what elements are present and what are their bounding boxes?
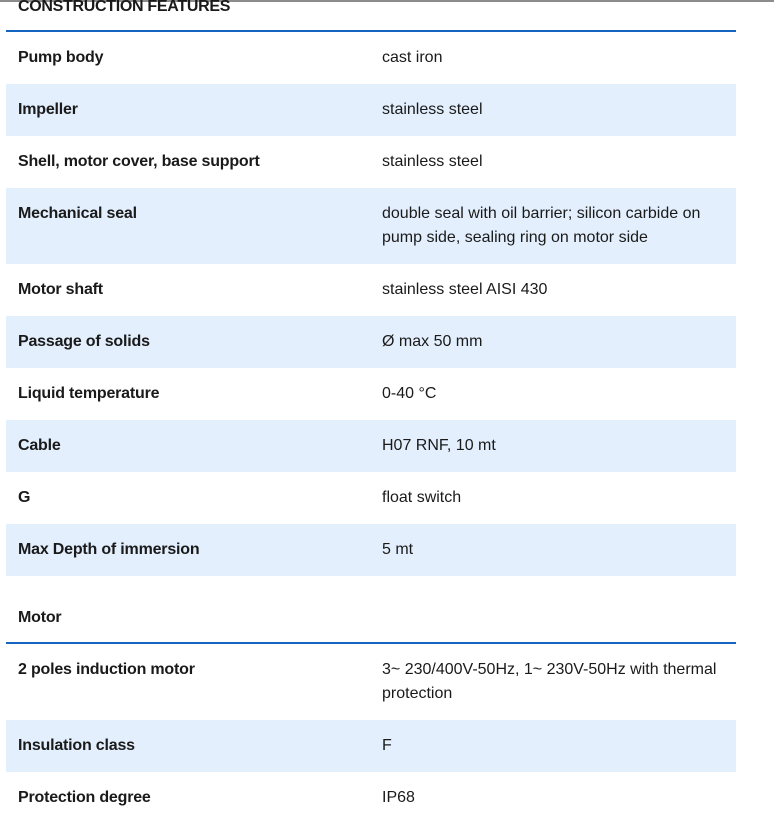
row-value: 5 mt: [382, 541, 414, 558]
spec-tables: [6, 0, 736, 824]
table-row: [6, 524, 736, 576]
table-row: [6, 368, 736, 420]
row-value: stainless steel: [382, 101, 483, 118]
construction-title: CONSTRUCTION FEATURES: [18, 0, 231, 15]
table-row: [6, 32, 736, 84]
row-value: F: [382, 737, 392, 754]
row-value: float switch: [382, 489, 462, 506]
row-value: stainless steel: [382, 153, 483, 170]
table-row: [6, 264, 736, 316]
row-label: Protection degree: [18, 789, 151, 806]
table-row: [6, 316, 736, 368]
table-row: [6, 772, 736, 824]
row-label: Mechanical seal: [18, 205, 137, 222]
row-label: Insulation class: [18, 737, 135, 754]
row-value: 0-40 °C: [382, 385, 437, 402]
row-label: Impeller: [18, 101, 78, 118]
row-label: Cable: [18, 437, 61, 454]
table-row: [6, 420, 736, 472]
table-row: [6, 720, 736, 772]
row-label: Pump body: [18, 49, 104, 66]
motor-table: [6, 644, 736, 824]
section-spacer: [6, 576, 736, 592]
row-label: 2 poles induction motor: [18, 661, 195, 678]
row-value: IP68: [382, 789, 415, 806]
row-label: Motor shaft: [18, 281, 103, 298]
row-label: G: [18, 489, 31, 506]
table-row: [6, 84, 736, 136]
row-value: 3~ 230/400V-50Hz, 1~ 230V-50Hz with thermal protection: [382, 661, 717, 702]
table-row: [6, 644, 736, 720]
row-label: Shell, motor cover, base support: [18, 153, 260, 170]
row-value: double seal with oil barrier; silicon carbide on pump side, sealing ring on motor side: [382, 205, 701, 246]
row-value: stainless steel AISI 430: [382, 281, 548, 298]
row-value: H07 RNF, 10 mt: [382, 437, 496, 454]
table-row: [6, 188, 736, 264]
row-value: Ø max 50 mm: [382, 333, 483, 350]
construction-table: [6, 32, 736, 576]
row-label: Liquid temperature: [18, 385, 160, 402]
motor-title: Motor: [18, 609, 62, 626]
table-row: [6, 136, 736, 188]
table-row: [6, 472, 736, 524]
row-label: Passage of solids: [18, 333, 150, 350]
row-label: Max Depth of immersion: [18, 541, 200, 558]
row-value: cast iron: [382, 49, 443, 66]
